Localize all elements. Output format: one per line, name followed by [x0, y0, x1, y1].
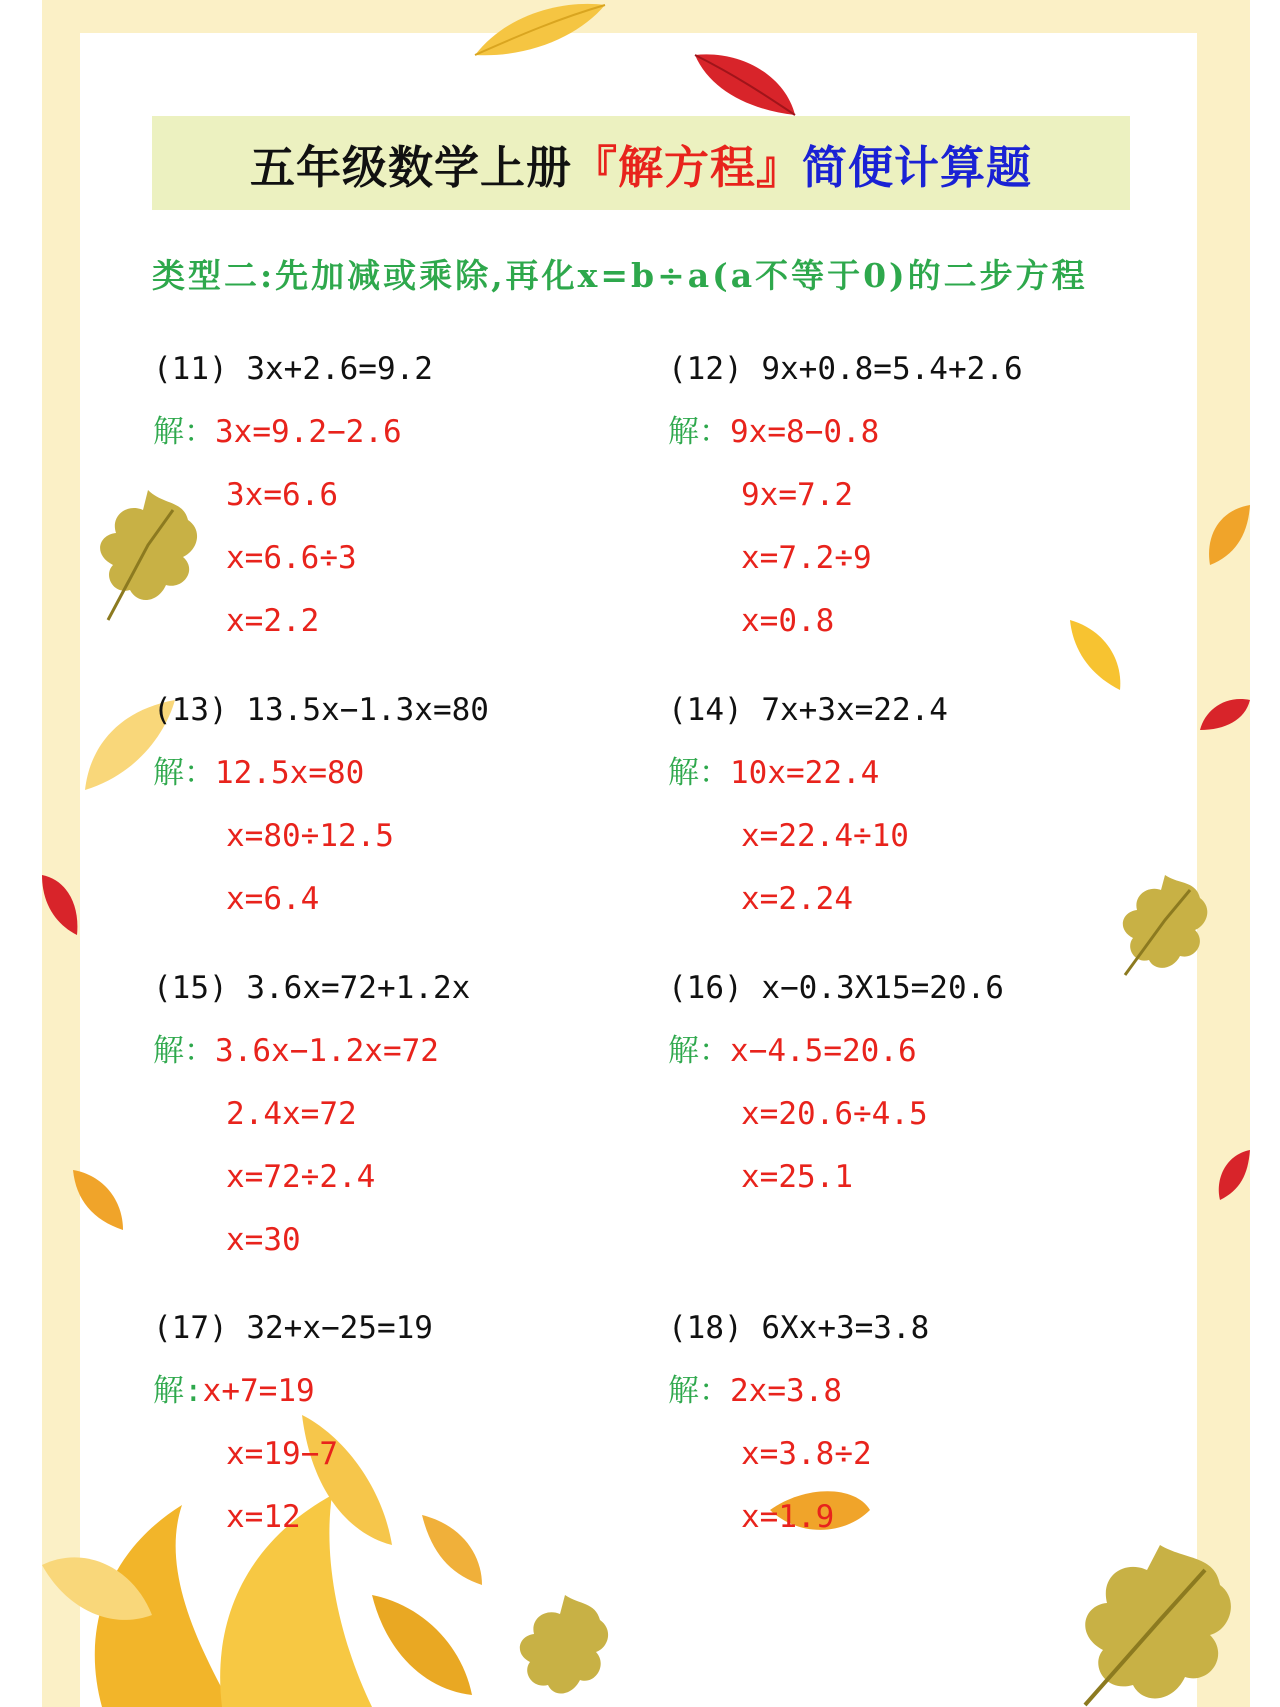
solution-step: 解：2x=3.8	[668, 1373, 842, 1409]
solution-step: x=72÷2.4	[226, 1159, 376, 1195]
solve-label: 解：	[153, 1033, 215, 1069]
solution-step: x=3.8÷2	[741, 1436, 872, 1472]
solve-label: 解：	[668, 755, 730, 791]
solution-step: 解：9x=8−0.8	[668, 414, 880, 450]
solution-step: x=25.1	[741, 1159, 853, 1195]
solve-label: 解：	[668, 1033, 730, 1069]
solution-step: x=7.2÷9	[741, 540, 872, 576]
problem-question: (12) 9x+0.8=5.4+2.6	[668, 351, 1023, 387]
solution-step: x=0.8	[741, 603, 835, 639]
yellow-leaf-icon	[470, 0, 610, 60]
orange-leaf-icon	[1200, 500, 1250, 570]
solve-label: 解：	[668, 1373, 730, 1409]
solution-step: x=6.4	[226, 881, 320, 917]
red-leaf-icon	[42, 870, 82, 940]
title-topic-text: 『解方程』	[571, 140, 802, 194]
solve-label: 解：	[153, 414, 215, 450]
solution-step: x=12	[226, 1499, 301, 1535]
solution-step: x=19−7	[226, 1436, 338, 1472]
problem-18	[668, 1297, 929, 1549]
problem-12	[668, 338, 1023, 653]
problem-question: (15) 3.6x=72+1.2x	[153, 970, 471, 1006]
solution-step: x=20.6÷4.5	[741, 1096, 928, 1132]
solve-label: 解：	[668, 414, 730, 450]
title-type-text: 简便计算题	[802, 140, 1033, 194]
solution-step: 解：3x=9.2−2.6	[153, 414, 402, 450]
solution-step: x=2.24	[741, 881, 853, 917]
title-grade-text: 五年级数学上册	[249, 140, 572, 194]
oak-leaf-icon	[1065, 1535, 1250, 1707]
solution-step: 解：x−4.5=20.6	[668, 1033, 917, 1069]
solution-step: 解：10x=22.4	[668, 755, 880, 791]
problem-13	[153, 679, 489, 931]
section-subtitle: 类型二:先加减或乘除,再化x=b÷a(a不等于0)的二步方程	[152, 256, 1088, 295]
solve-label: 解：	[153, 755, 215, 791]
solve-label: 解:	[153, 1373, 203, 1409]
solution-step: 2.4x=72	[226, 1096, 357, 1132]
problem-question: (14) 7x+3x=22.4	[668, 692, 948, 728]
problem-17	[153, 1297, 433, 1549]
problem-14	[668, 679, 948, 931]
solution-step: x=6.6÷3	[226, 540, 357, 576]
problem-question: (16) x−0.3X15=20.6	[668, 970, 1004, 1006]
page-title	[152, 116, 1130, 210]
problem-question: (17) 32+x−25=19	[153, 1310, 433, 1346]
solution-step: 解：12.5x=80	[153, 755, 365, 791]
solution-step: x=30	[226, 1222, 301, 1258]
problem-question: (18) 6Xx+3=3.8	[668, 1310, 930, 1346]
solution-step: 9x=7.2	[741, 477, 853, 513]
red-leaf-icon	[690, 50, 800, 120]
solution-step: x=22.4÷10	[741, 818, 909, 854]
page-margin-left	[0, 0, 42, 1707]
yellow-leaf-icon	[1065, 615, 1125, 695]
solution-step: x=2.2	[226, 603, 320, 639]
solution-step: 解：3.6x−1.2x=72	[153, 1033, 439, 1069]
solution-step: 解:x+7=19	[153, 1373, 315, 1409]
solution-step: x=80÷12.5	[226, 818, 394, 854]
problem-16	[668, 957, 1004, 1209]
orange-leaf-icon	[68, 1165, 128, 1235]
problem-question: (13) 13.5x−1.3x=80	[153, 692, 489, 728]
solution-step: 3x=6.6	[226, 477, 338, 513]
oak-leaf-icon	[1115, 870, 1215, 980]
problem-question: (11) 3x+2.6=9.2	[153, 351, 433, 387]
red-leaf-icon	[1215, 1145, 1250, 1205]
problem-11	[153, 338, 433, 653]
solution-step: x=1.9	[741, 1499, 835, 1535]
problem-15	[153, 957, 470, 1272]
red-leaf-icon	[1200, 695, 1250, 735]
oak-leaf-icon	[510, 1590, 620, 1707]
